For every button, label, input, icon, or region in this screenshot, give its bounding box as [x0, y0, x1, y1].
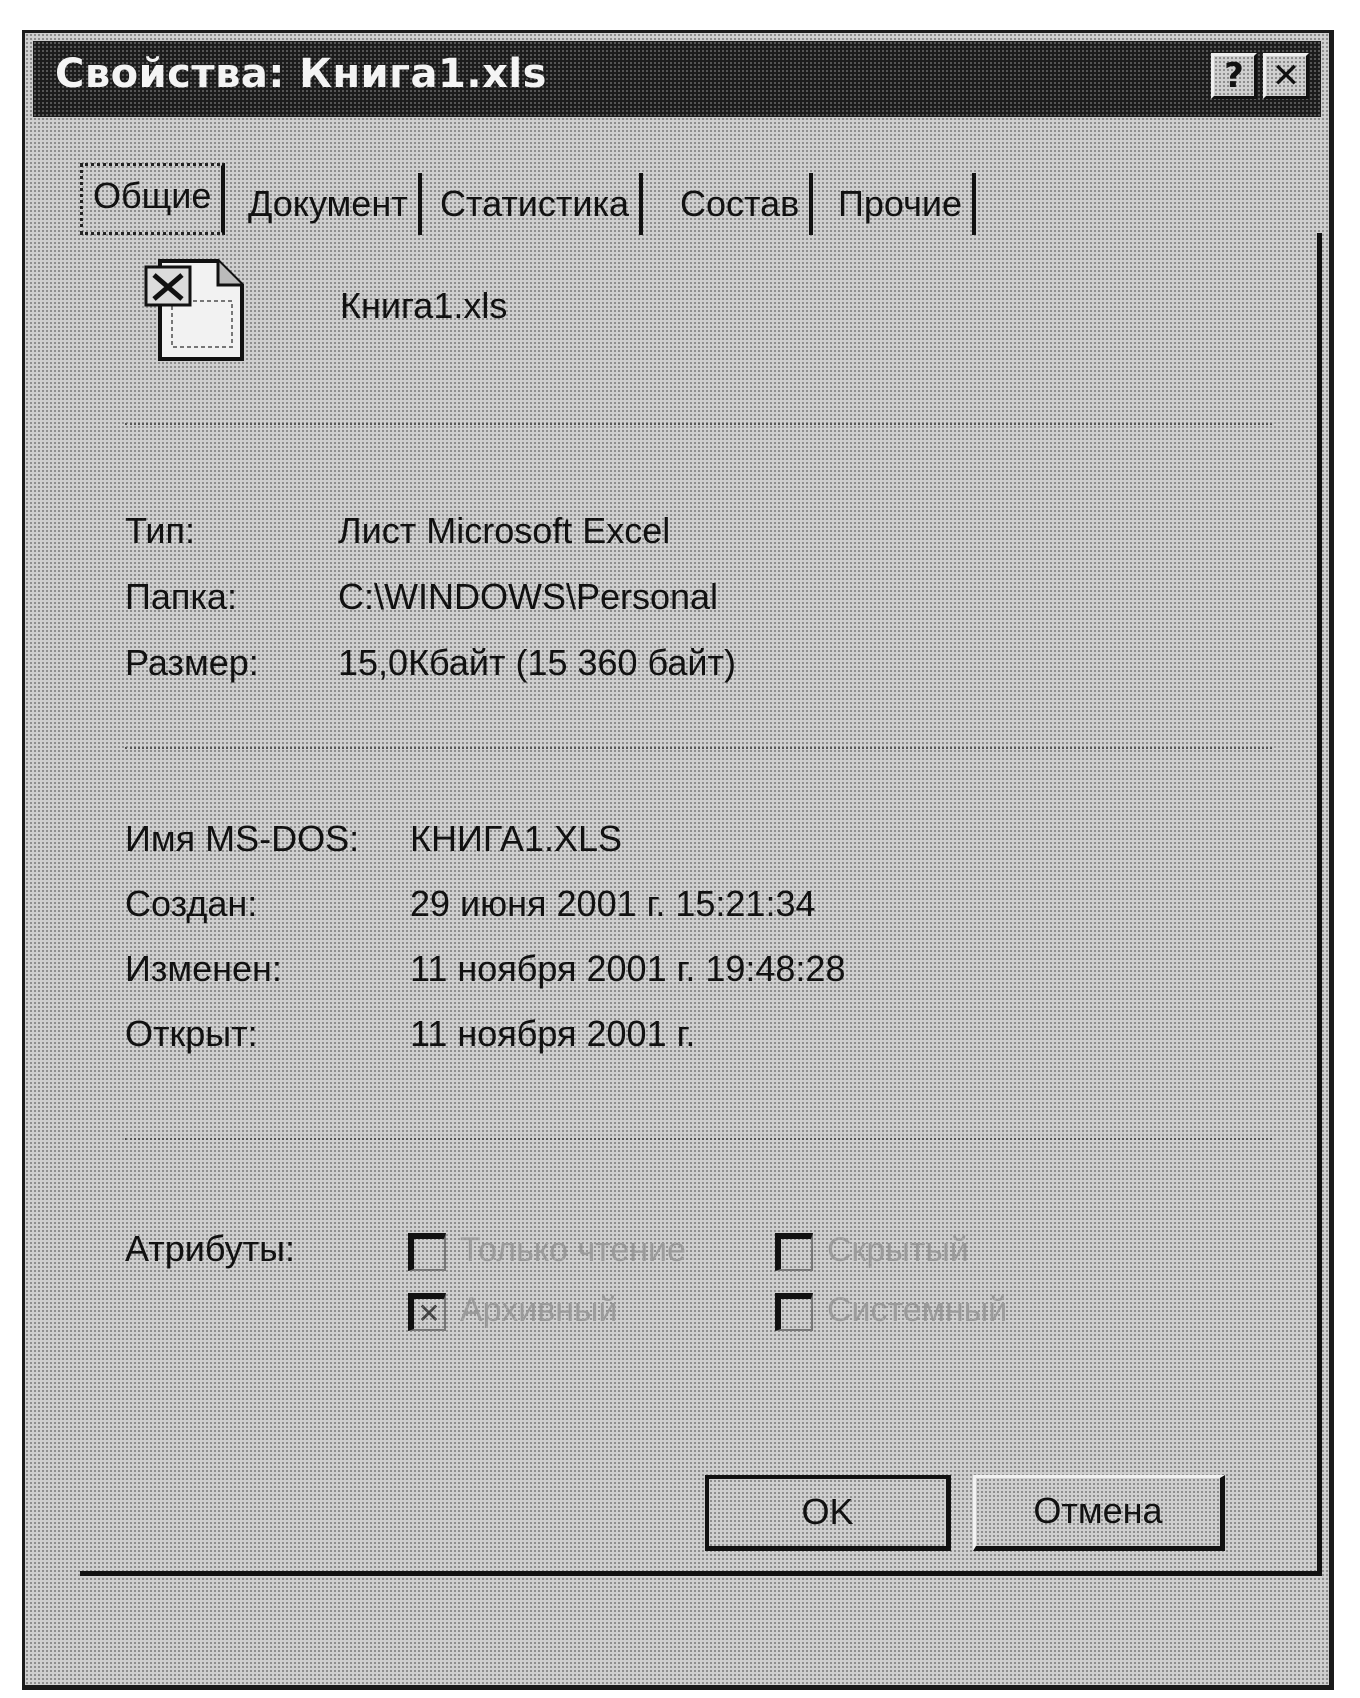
close-button[interactable]: ✕	[1263, 53, 1309, 99]
hidden-checkbox[interactable]	[775, 1233, 813, 1271]
tab-document[interactable]: Документ	[238, 173, 422, 235]
excel-file-icon	[142, 253, 252, 363]
file-name: Книга1.xls	[340, 285, 508, 326]
type-value: Лист Microsoft Excel	[338, 510, 671, 551]
tab-statistics[interactable]: Статистика	[430, 173, 643, 235]
archive-checkbox[interactable]: ✕	[408, 1293, 446, 1331]
system-checkbox-label: Системный	[827, 1291, 1008, 1329]
properties-dialog	[22, 30, 1334, 1690]
hidden-checkbox-label: Скрытый	[827, 1231, 969, 1269]
separator	[125, 1138, 1272, 1140]
readonly-checkbox-label: Только чтение	[460, 1231, 686, 1269]
modified-label: Изменен:	[125, 948, 282, 989]
general-tab-panel	[80, 233, 1322, 1576]
system-checkbox[interactable]	[775, 1293, 813, 1331]
accessed-label: Открыт:	[125, 1013, 258, 1054]
size-label: Размер:	[125, 642, 259, 683]
separator	[125, 747, 1272, 749]
attributes-label: Атрибуты:	[125, 1228, 296, 1269]
ms-dos-name-value: КНИГА1.XLS	[410, 818, 623, 859]
title-bar	[33, 41, 1321, 117]
tab-contents[interactable]: Состав	[670, 173, 813, 235]
created-value: 29 июня 2001 г. 15:21:34	[410, 883, 816, 924]
archive-checkbox-label: Архивный	[460, 1291, 618, 1329]
tab-strip	[80, 133, 1280, 224]
ms-dos-name-label: Имя MS-DOS:	[125, 818, 360, 859]
accessed-value: 11 ноября 2001 г.	[410, 1013, 696, 1054]
separator	[125, 423, 1272, 425]
ok-button[interactable]: OK	[705, 1475, 951, 1551]
size-value: 15,0Кбайт (15 360 байт)	[338, 642, 736, 683]
created-label: Создан:	[125, 883, 258, 924]
window-title: Свойства: Книга1.xls	[55, 51, 547, 97]
type-label: Тип:	[125, 510, 196, 551]
readonly-checkbox[interactable]	[408, 1233, 446, 1271]
modified-value: 11 ноября 2001 г. 19:48:28	[410, 948, 846, 989]
tab-general[interactable]: Общие	[80, 163, 225, 235]
help-button[interactable]: ?	[1211, 53, 1257, 99]
tab-custom[interactable]: Прочие	[828, 173, 976, 235]
folder-value: C:\WINDOWS\Personal	[338, 576, 719, 617]
cancel-button[interactable]: Отмена	[973, 1475, 1225, 1551]
folder-label: Папка:	[125, 576, 237, 617]
